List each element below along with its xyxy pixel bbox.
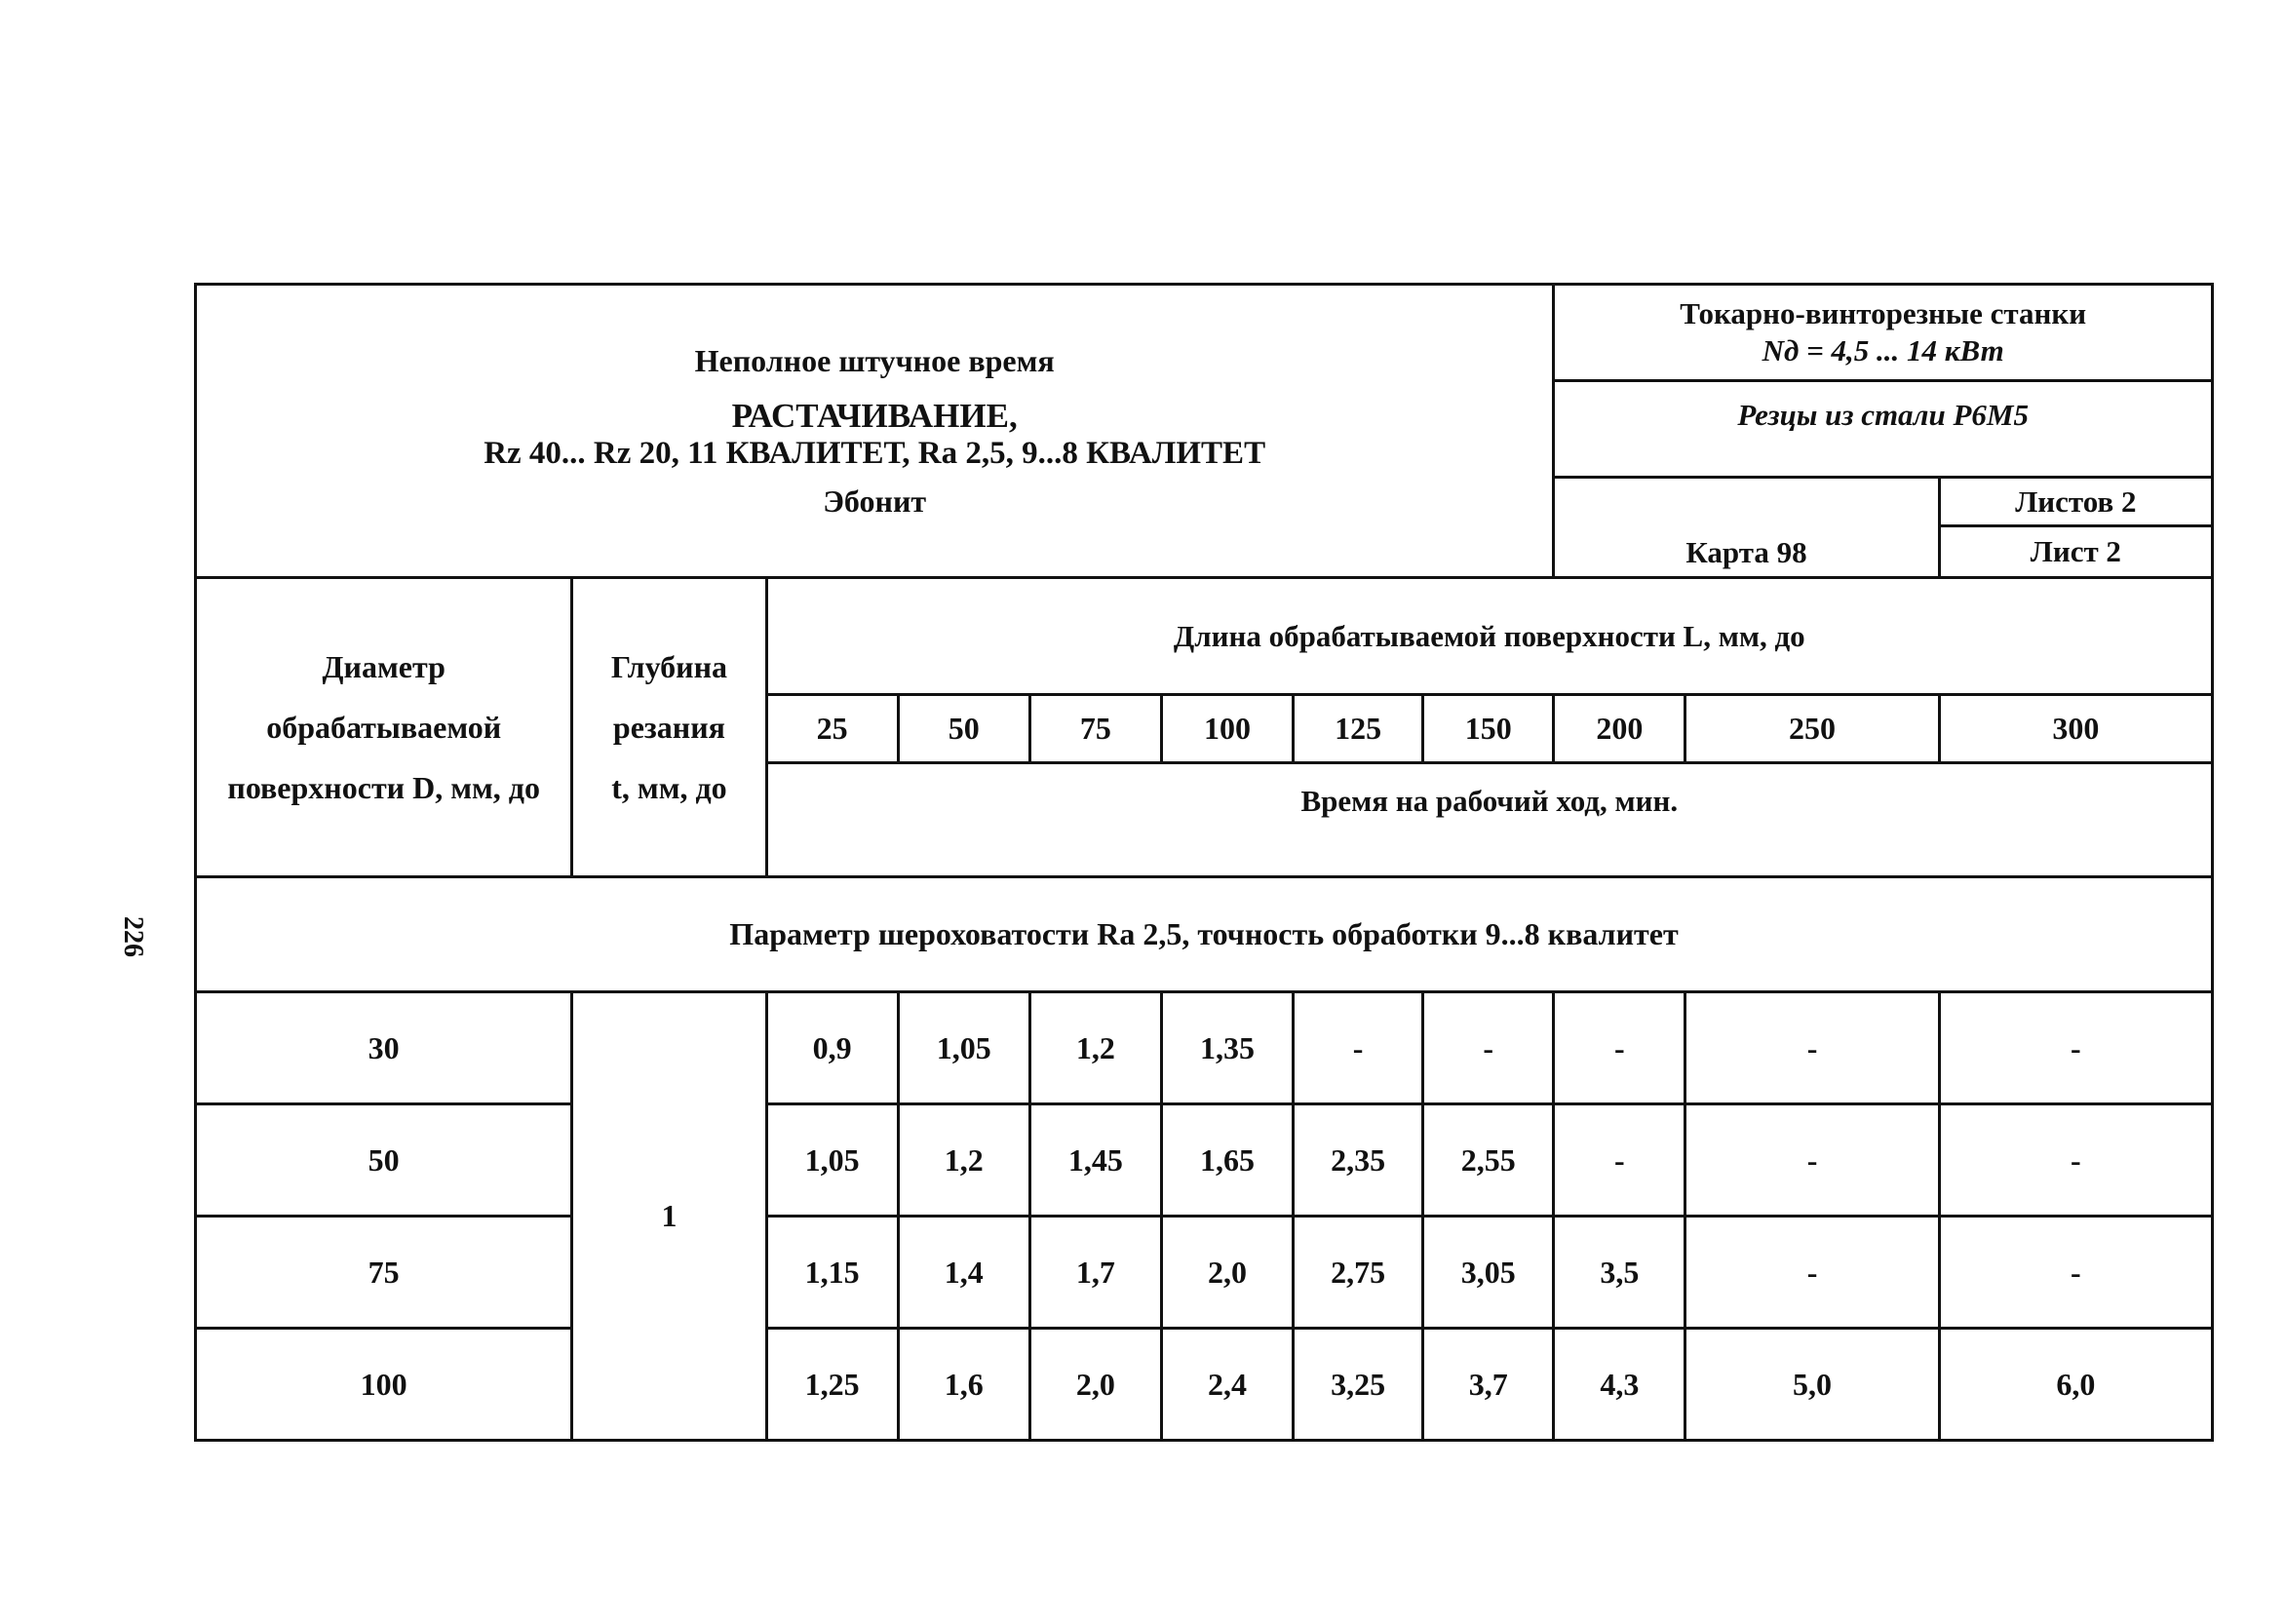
- length-125: 125: [1294, 695, 1423, 763]
- length-75: 75: [1029, 695, 1161, 763]
- sheets-total: Листов 2: [1941, 479, 2211, 527]
- title-line-1: Неполное штучное время: [694, 342, 1055, 378]
- table-row: [196, 1329, 2213, 1441]
- time-header: Время на рабочий ход, мин.: [766, 763, 2212, 877]
- value-cell: -: [1939, 1217, 2212, 1329]
- machine-cell: [1554, 285, 2213, 381]
- value-cell: 1,7: [1029, 1217, 1161, 1329]
- value-cell: 1,6: [898, 1329, 1029, 1441]
- value-cell: -: [1939, 1104, 2212, 1217]
- title-line-4: Эбонит: [823, 483, 927, 519]
- length-100: 100: [1161, 695, 1293, 763]
- title-line-3: Rz 40... Rz 20, 11 КВАЛИТЕТ, Ra 2,5, 9...8 КВАЛИТЕТ: [484, 435, 1266, 471]
- value-cell: 2,75: [1294, 1217, 1423, 1329]
- value-cell: 1,2: [1029, 992, 1161, 1104]
- sheet-number: Лист 2: [2030, 534, 2121, 568]
- value-cell: 3,25: [1294, 1329, 1423, 1441]
- value-cell: 3,05: [1423, 1217, 1554, 1329]
- length-header: Длина обрабатываемой поверхности L, мм, до: [766, 578, 2212, 695]
- value-cell: 1,05: [898, 992, 1029, 1104]
- length-25: 25: [766, 695, 898, 763]
- value-cell: 2,0: [1161, 1217, 1293, 1329]
- value-cell: -: [1554, 1104, 1685, 1217]
- card-cell: Карта 98: [1554, 478, 1939, 578]
- value-cell: 1,65: [1161, 1104, 1293, 1217]
- diameter-cell: 75: [196, 1217, 572, 1329]
- table-row: [196, 1104, 2213, 1217]
- diameter-cell: 50: [196, 1104, 572, 1217]
- length-50: 50: [898, 695, 1029, 763]
- depth-cell: 1: [572, 992, 766, 1441]
- sheet-cell: [1939, 478, 2212, 578]
- value-cell: 1,4: [898, 1217, 1029, 1329]
- diameter-cell: 30: [196, 992, 572, 1104]
- depth-header: Глубина резания t, мм, до: [572, 578, 766, 877]
- title-line-2: РАСТАЧИВАНИЕ,: [731, 396, 1018, 435]
- page-number: 226: [118, 916, 148, 957]
- value-cell: 1,45: [1029, 1104, 1161, 1217]
- value-cell: -: [1685, 1104, 1939, 1217]
- machine-line-2: Nд = 4,5 ... 14 кВт: [1762, 333, 2004, 367]
- tool-cell: Резцы из стали Р6М5: [1554, 381, 2213, 478]
- value-cell: 6,0: [1939, 1329, 2212, 1441]
- value-cell: 3,5: [1554, 1217, 1685, 1329]
- value-cell: 3,7: [1423, 1329, 1554, 1441]
- value-cell: -: [1685, 1217, 1939, 1329]
- value-cell: 1,35: [1161, 992, 1293, 1104]
- value-cell: -: [1423, 992, 1554, 1104]
- table-row: [196, 1217, 2213, 1329]
- value-cell: 0,9: [766, 992, 898, 1104]
- value-cell: 1,2: [898, 1104, 1029, 1217]
- title-block: [196, 285, 1554, 578]
- value-cell: 5,0: [1685, 1329, 1939, 1441]
- machine-line-1: Токарно-винторезные станки: [1680, 296, 2087, 330]
- section-title: Параметр шероховатости Ra 2,5, точность обработки 9...8 квалитет: [196, 877, 2213, 992]
- value-cell: -: [1939, 992, 2212, 1104]
- length-200: 200: [1554, 695, 1685, 763]
- value-cell: -: [1294, 992, 1423, 1104]
- diameter-header: Диаметр обрабатываемой поверхности D, мм, до: [196, 578, 572, 877]
- value-cell: 1,05: [766, 1104, 898, 1217]
- diameter-cell: 100: [196, 1329, 572, 1441]
- table-row: [196, 992, 2213, 1104]
- length-250: 250: [1685, 695, 1939, 763]
- value-cell: -: [1554, 992, 1685, 1104]
- length-150: 150: [1423, 695, 1554, 763]
- length-300: 300: [1939, 695, 2212, 763]
- value-cell: 2,0: [1029, 1329, 1161, 1441]
- norm-table: [194, 283, 2214, 1442]
- value-cell: -: [1685, 992, 1939, 1104]
- value-cell: 4,3: [1554, 1329, 1685, 1441]
- value-cell: 2,55: [1423, 1104, 1554, 1217]
- value-cell: 2,35: [1294, 1104, 1423, 1217]
- value-cell: 1,15: [766, 1217, 898, 1329]
- value-cell: 2,4: [1161, 1329, 1293, 1441]
- value-cell: 1,25: [766, 1329, 898, 1441]
